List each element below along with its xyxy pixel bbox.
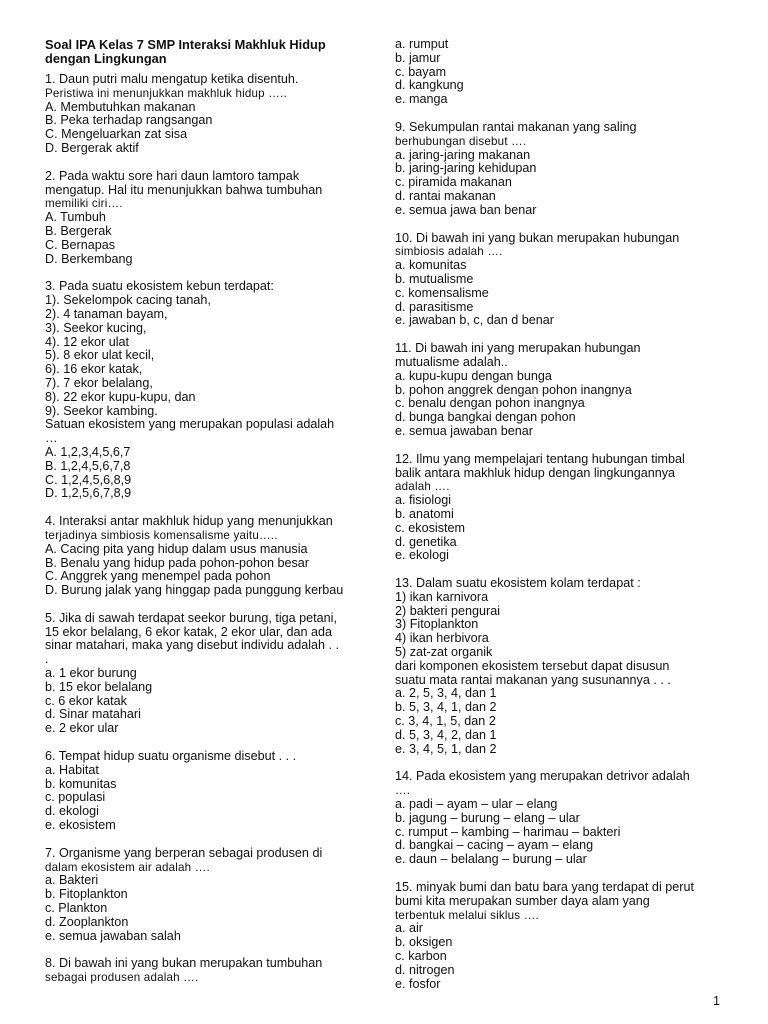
question-text: sinar matahari, maka yang disebut individu adalah . . — [45, 638, 340, 653]
answer-option: b. oksigen — [395, 935, 453, 950]
question-text-continuation: terbentuk melalui siklus …. — [395, 908, 539, 922]
question-text: 9. Sekumpulan rantai makanan yang saling — [395, 119, 637, 134]
question-text: 10. Di bawah ini yang bukan merupakan hubungan — [395, 230, 680, 245]
answer-option: d. Sinar matahari — [45, 707, 141, 722]
right-questions — [395, 38, 735, 991]
question-text: mutualisme adalah.. — [395, 354, 508, 369]
document-title — [45, 38, 375, 66]
answer-option: a. padi – ayam – ular – elang — [395, 797, 558, 812]
answer-option: c. ekosistem — [395, 520, 465, 535]
answer-option: e. manga — [395, 92, 448, 107]
question-text: 15. minyak bumi dan batu bara yang terdapat di perut — [395, 880, 694, 895]
question-block — [45, 957, 375, 985]
answer-option: b. pohon anggrek dengan pohon inangnya — [395, 382, 632, 397]
question-text: suatu mata rantai makanan yang susunannya . . . — [395, 672, 671, 687]
question-text: 7). 7 ekor belalang, — [45, 375, 153, 390]
answer-option: e. semua jawa ban benar — [395, 202, 537, 217]
question-text: 2) bakteri pengurai — [395, 603, 501, 618]
question-text: 2. Pada waktu sore hari daun lamtoro tampak — [45, 168, 300, 183]
answer-option: d. 5, 3, 4, 2, dan 1 — [395, 727, 497, 742]
page-number: 1 — [712, 994, 720, 1008]
answer-option: e. fosfor — [395, 976, 441, 991]
question-block — [45, 280, 375, 501]
answer-option: e. jawaban b, c, dan d benar — [395, 313, 554, 328]
question-text: 4). 12 ekor ulat — [45, 334, 130, 349]
answer-option: e. semua jawaban salah — [45, 928, 181, 943]
question-text-continuation: berhubungan disebut …. — [395, 134, 527, 148]
answer-option: c. 3, 4, 1, 5, dan 2 — [395, 714, 496, 729]
question-text: 8). 22 ekor kupu-kupu, dan — [45, 389, 196, 404]
left-questions — [45, 73, 375, 985]
answer-option: c. benalu dengan pohon inangnya — [395, 396, 585, 411]
question-text: 5) zat-zat organik — [395, 645, 493, 660]
left-column — [45, 38, 375, 999]
answer-option: e. semua jawaban benar — [395, 423, 533, 438]
answer-option: d. nitrogen — [395, 962, 455, 977]
answer-option: B. 1,2,4,5,6,7,8 — [45, 458, 131, 473]
answer-option: A. 1,2,3,4,5,6,7 — [45, 444, 131, 459]
question-block — [395, 38, 735, 107]
question-block — [45, 170, 375, 267]
question-text: 3) Fitoplankton — [395, 617, 479, 632]
question-text: … — [45, 431, 58, 446]
right-column — [395, 38, 735, 1005]
answer-option: a. fisiologi — [395, 493, 452, 508]
question-text: 7. Organisme yang berperan sebagai produsen di — [45, 845, 323, 860]
answer-option: a. komunitas — [395, 258, 467, 273]
question-block — [45, 750, 375, 833]
question-block — [45, 73, 375, 156]
answer-option: C. 1,2,4,5,6,8,9 — [45, 472, 132, 487]
answer-option: c. Plankton — [45, 901, 108, 916]
answer-option: b. mutualisme — [395, 271, 474, 286]
question-text: 8. Di bawah ini yang bukan merupakan tumbuhan — [45, 956, 323, 971]
answer-option: a. rumput — [395, 37, 449, 51]
answer-option: C. Mengeluarkan zat sisa — [45, 127, 188, 142]
answer-option: d. genetika — [395, 534, 457, 549]
answer-option: a. jaring-jaring makanan — [395, 147, 531, 162]
question-text-continuation: simbiosis adalah …. — [395, 245, 503, 259]
title-line-1: Soal IPA Kelas 7 SMP Interaksi Makhluk Hidup — [45, 37, 326, 52]
answer-option: a. kupu-kupu dengan bunga — [395, 368, 552, 383]
question-text: 1) ikan karnivora — [395, 589, 489, 604]
question-text-continuation: …. — [395, 784, 411, 798]
answer-option: D. Berkembang — [45, 251, 133, 266]
question-text: 4. Interaksi antar makhluk hidup yang menunjukkan — [45, 514, 333, 529]
question-block — [395, 881, 735, 991]
question-text: Satuan ekosistem yang merupakan populasi adalah — [45, 417, 335, 432]
answer-option: a. Bakteri — [45, 873, 99, 888]
question-text: 11. Di bawah ini yang merupakan hubungan — [395, 341, 641, 356]
answer-option: B. Benalu yang hidup pada pohon-pohon besar — [45, 555, 309, 570]
answer-option: D. Burung jalak yang hinggap pada punggung kerbau — [45, 583, 344, 598]
question-text: 12. Ilmu yang mempelajari tentang hubungan timbal — [395, 451, 685, 466]
question-block — [395, 453, 735, 563]
answer-option: c. 6 ekor katak — [45, 693, 127, 708]
question-text: 5). 8 ekor ulat kecil, — [45, 348, 155, 363]
answer-option: b. anatomi — [395, 506, 454, 521]
question-text: 6. Tempat hidup suatu organisme disebut . . . — [45, 749, 297, 764]
answer-option: A. Tumbuh — [45, 210, 106, 225]
question-text: 3). Seekor kucing, — [45, 320, 147, 335]
answer-option: e. ekologi — [395, 548, 449, 563]
title-line-2: dengan Lingkungan — [45, 51, 167, 66]
question-text: balik antara makhluk hidup dengan lingkungannya — [395, 465, 676, 480]
answer-option: b. jamur — [395, 50, 441, 65]
question-block — [395, 121, 735, 218]
question-block — [395, 232, 735, 329]
answer-option: b. jagung – burung – elang – ular — [395, 810, 580, 825]
answer-option: B. Bergerak — [45, 223, 112, 238]
question-text-continuation: Peristiwa ini menunjukkan makhluk hidup ….. — [45, 86, 287, 100]
answer-option: d. kangkung — [395, 78, 464, 93]
question-text-continuation: adalah …. — [395, 480, 450, 494]
answer-option: c. populasi — [45, 790, 106, 805]
answer-option: d. rantai makanan — [395, 188, 496, 203]
answer-option: c. karbon — [395, 949, 447, 964]
question-text: mengatup. Hal itu menunjukkan bahwa tumbuhan — [45, 182, 323, 197]
answer-option: c. piramida makanan — [395, 175, 512, 190]
answer-option: D. Bergerak aktif — [45, 140, 139, 155]
answer-option: b. 15 ekor belalang — [45, 679, 153, 694]
question-text: 5. Jika di sawah terdapat seekor burung, tiga petani, — [45, 610, 337, 625]
answer-option: d. bunga bangkai dengan pohon — [395, 410, 576, 425]
question-text: 3. Pada suatu ekosistem kebun terdapat: — [45, 279, 274, 294]
answer-option: D. 1,2,5,6,7,8,9 — [45, 486, 132, 501]
question-text: 13. Dalam suatu ekosistem kolam terdapat : — [395, 576, 641, 591]
answer-option: a. 1 ekor burung — [45, 666, 137, 681]
question-block — [45, 847, 375, 944]
answer-option: B. Peka terhadap rangsangan — [45, 113, 213, 128]
answer-option: a. air — [395, 921, 423, 936]
question-text: 6). 16 ekor katak, — [45, 362, 143, 377]
answer-option: e. 2 ekor ular — [45, 721, 119, 736]
answer-option: d. ekologi — [45, 804, 99, 819]
answer-option: a. 2, 5, 3, 4, dan 1 — [395, 686, 497, 701]
question-text-continuation: memiliki ciri…. — [45, 197, 123, 211]
answer-option: C. Anggrek yang menempel pada pohon — [45, 569, 271, 584]
question-text: bumi kita merupakan sumber daya alam yang — [395, 893, 650, 908]
question-text: . — [45, 652, 49, 667]
question-text-continuation: terjadinya simbiosis komensalisme yaitu….. — [45, 528, 278, 542]
answer-option: A. Membutuhkan makanan — [45, 99, 196, 114]
answer-option: e. ekosistem — [45, 818, 116, 833]
question-text-continuation: sebagai produsen adalah …. — [45, 971, 199, 985]
question-block — [395, 342, 735, 439]
answer-option: c. komensalisme — [395, 285, 489, 300]
question-text: dari komponen ekosistem tersebut dapat disusun — [395, 658, 670, 673]
answer-option: b. Fitoplankton — [45, 887, 128, 902]
question-text: 9). Seekor kambing. — [45, 403, 158, 418]
question-text: 15 ekor belalang, 6 ekor katak, 2 ekor ular, dan ada — [45, 624, 333, 639]
question-block — [45, 612, 375, 736]
question-text: 14. Pada ekosistem yang merupakan detrivor adalah — [395, 769, 690, 784]
answer-option: e. daun – belalang – burung – ular — [395, 852, 587, 867]
question-block — [45, 515, 375, 598]
answer-option: b. komunitas — [45, 776, 117, 791]
answer-option: d. bangkai – cacing – ayam – elang — [395, 838, 594, 853]
answer-option: c. rumput – kambing – harimau – bakteri — [395, 824, 621, 839]
answer-option: C. Bernapas — [45, 237, 116, 252]
answer-option: d. Zooplankton — [45, 914, 129, 929]
question-text: 1). Sekelompok cacing tanah, — [45, 293, 211, 308]
answer-option: e. 3, 4, 5, 1, dan 2 — [395, 741, 497, 756]
question-block — [395, 577, 735, 756]
answer-option: b. jaring-jaring kehidupan — [395, 161, 537, 176]
question-text: 1. Daun putri malu mengatup ketika disentuh. — [45, 72, 299, 86]
question-text-continuation: dalam ekosistem air adalah …. — [45, 860, 210, 874]
answer-option: b. 5, 3, 4, 1, dan 2 — [395, 700, 497, 715]
answer-option: A. Cacing pita yang hidup dalam usus manusia — [45, 541, 308, 556]
answer-option: c. bayam — [395, 64, 447, 79]
question-block — [395, 770, 735, 867]
answer-option: a. Habitat — [45, 762, 99, 777]
question-text: 4) ikan herbivora — [395, 631, 489, 646]
question-text: 2). 4 tanaman bayam, — [45, 306, 168, 321]
answer-option: d. parasitisme — [395, 299, 474, 314]
